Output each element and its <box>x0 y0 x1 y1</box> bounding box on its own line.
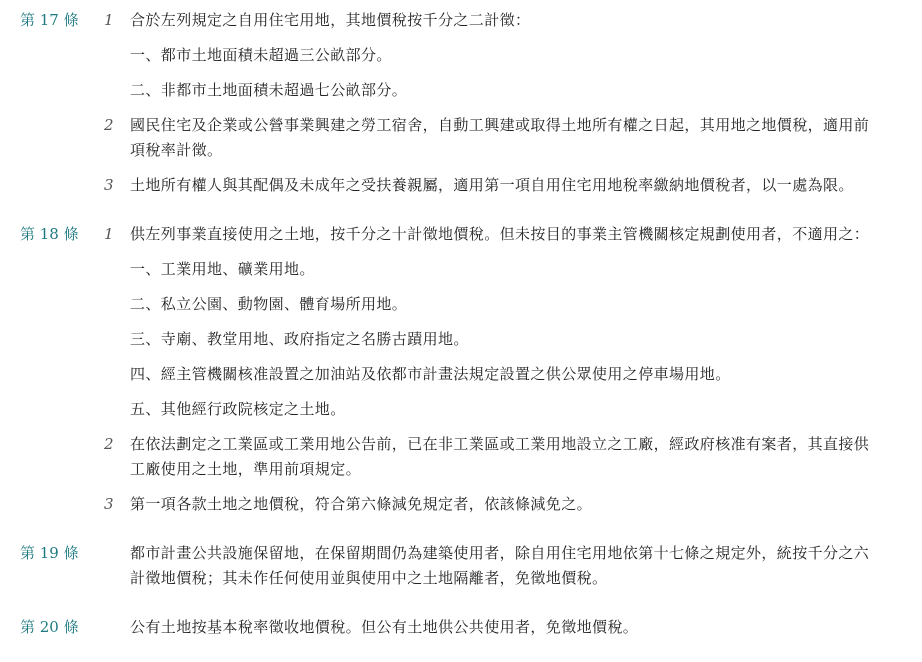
list-item: 二、私立公園、動物園、體育場所用地。 <box>130 295 408 313</box>
text-line: 國民住宅及企業或公營事業興建之勞工宿舍，自動工興建或取得土地所有權之日起，其用地之地價稅，適用前 <box>130 116 870 134</box>
text-line: 土地所有權人與其配偶及未成年之受扶養親屬，適用第一項自用住宅用地稅率繳納地價稅者，以一處為限。 <box>130 176 854 194</box>
paragraph-content <box>130 615 908 650</box>
text-line: 都市計畫公共設施保留地，在保留期間仍為建築使用者，除自用住宅用地依第十七條之規定外，統按千分之六 <box>130 544 870 562</box>
article <box>0 222 922 527</box>
text-line: 供左列事業直接使用之土地，按千分之十計徵地價稅。但未按目的事業主管機關核定規劃使用者，不適用之： <box>130 225 870 243</box>
list-item: 一、都市土地面積未超過三公畝部分。 <box>130 46 392 64</box>
article <box>0 8 922 208</box>
text-line: 第一項各款土地之地價稅，符合第六條減免規定者，依該條減免之。 <box>130 495 593 513</box>
paragraph <box>102 432 908 492</box>
paragraph-content <box>130 432 908 492</box>
text-line: 計徵地價稅；其未作任何使用並與使用中之土地隔離者，免徵地價稅。 <box>130 569 608 587</box>
paragraph-content <box>130 8 908 113</box>
text-line: 工廠使用之土地，準用前項規定。 <box>130 460 362 478</box>
paragraph <box>102 113 908 173</box>
article-body <box>102 222 922 527</box>
list-item: 一、工業用地、礦業用地。 <box>130 260 315 278</box>
paragraph-number: 1 <box>104 11 114 29</box>
paragraph <box>102 492 908 527</box>
article-number[interactable]: 第 20 條 <box>20 618 79 636</box>
article-body <box>102 615 922 650</box>
paragraph-content <box>130 222 908 432</box>
paragraph <box>102 173 908 208</box>
text-line: 合於左列規定之自用住宅用地，其地價稅按千分之二計徵： <box>130 11 531 29</box>
paragraph-content <box>130 492 908 527</box>
paragraph <box>102 541 908 601</box>
paragraph-number: 2 <box>104 435 114 453</box>
paragraph-content <box>130 541 908 601</box>
paragraph-text <box>130 492 908 517</box>
paragraph-text <box>130 113 908 163</box>
paragraph-content <box>130 173 908 208</box>
article-body <box>102 8 922 208</box>
paragraph-number: 1 <box>104 225 114 243</box>
text-line: 公有土地按基本稅率徵收地價稅。但公有土地供公共使用者，免徵地價稅。 <box>130 618 639 636</box>
paragraph <box>102 222 908 432</box>
paragraph-number: 3 <box>104 176 114 194</box>
article-number[interactable]: 第 18 條 <box>20 225 79 243</box>
list-item: 五、其他經行政院核定之土地。 <box>130 400 346 418</box>
text-line: 在依法劃定之工業區或工業用地公告前，已在非工業區或工業用地設立之工廠，經政府核准有案者，其直接供 <box>130 435 870 453</box>
paragraph-text <box>130 8 908 33</box>
paragraph-text <box>130 615 908 640</box>
text-line: 項稅率計徵。 <box>130 141 223 159</box>
list-item: 四、經主管機關核准設置之加油站及依都市計畫法規定設置之供公眾使用之停車場用地。 <box>130 365 731 383</box>
paragraph-text <box>130 432 908 482</box>
article-number[interactable]: 第 19 條 <box>20 544 79 562</box>
article-number[interactable]: 第 17 條 <box>20 11 79 29</box>
list-item: 二、非都市土地面積未超過七公畝部分。 <box>130 81 408 99</box>
list-item: 三、寺廟、教堂用地、政府指定之名勝古蹟用地。 <box>130 330 469 348</box>
paragraph-text <box>130 173 908 198</box>
paragraph-content <box>130 113 908 173</box>
paragraph <box>102 615 908 650</box>
paragraph-number: 3 <box>104 495 114 513</box>
paragraph-text <box>130 222 908 247</box>
paragraph <box>102 8 908 113</box>
article-body <box>102 541 922 601</box>
article <box>0 541 922 601</box>
paragraph-number: 2 <box>104 116 114 134</box>
article <box>0 615 922 650</box>
paragraph-text <box>130 541 908 591</box>
